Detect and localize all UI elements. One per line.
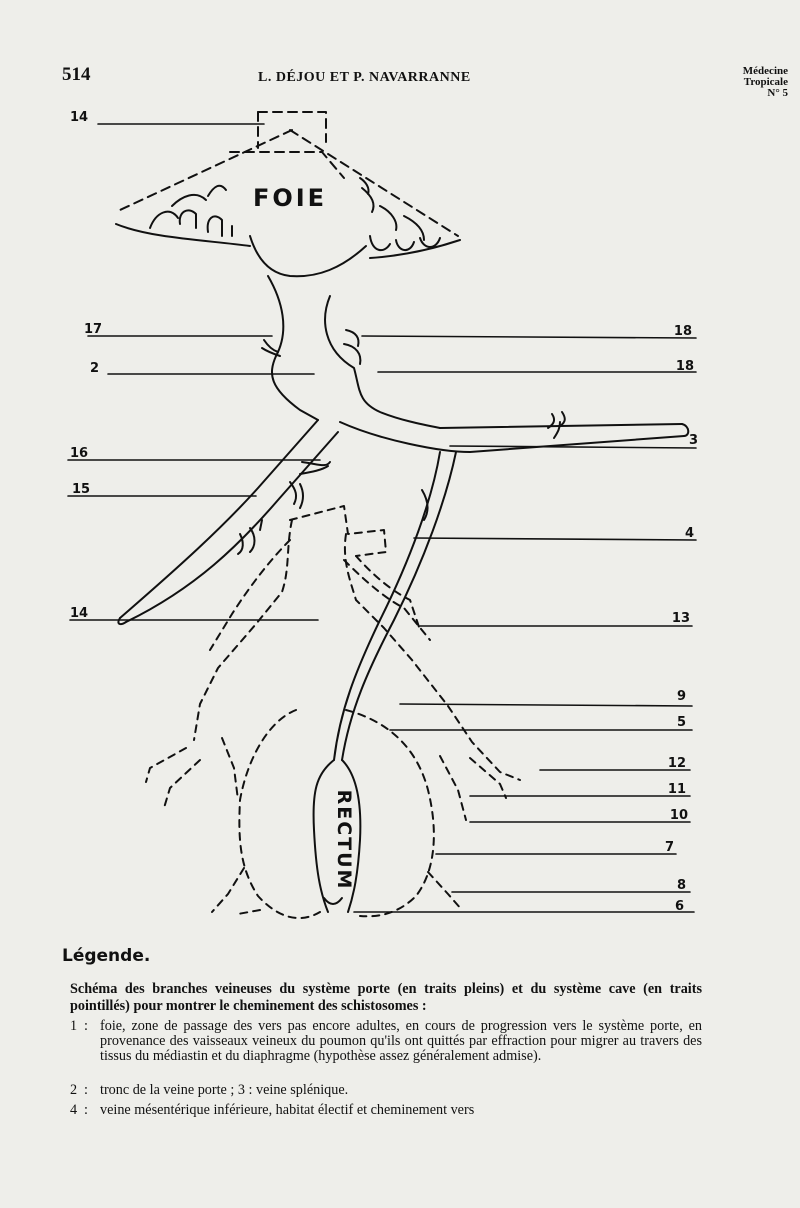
legend-item-separator: : bbox=[84, 1102, 88, 1118]
leader-lines bbox=[68, 124, 696, 912]
label-11: 11 bbox=[667, 782, 686, 797]
label-14-top: 14 bbox=[70, 110, 89, 125]
label-8: 8 bbox=[676, 878, 686, 893]
label-6: 6 bbox=[674, 899, 684, 914]
label-15: 15 bbox=[72, 482, 91, 497]
journal-name-line2: Tropicale bbox=[743, 76, 788, 88]
legend-item-text: tronc de la veine porte ; 3 : veine splénique. bbox=[100, 1082, 349, 1098]
legend-title: Légende. bbox=[62, 946, 151, 966]
label-18-b: 18 bbox=[675, 359, 694, 374]
label-5: 5 bbox=[676, 715, 686, 730]
legend-item-separator: : bbox=[84, 1018, 88, 1034]
running-header-authors: L. DÉJOU ET P. NAVARRANNE bbox=[258, 70, 471, 85]
legend-item-text: veine mésentérique inférieure, habitat électif et cheminement vers bbox=[100, 1102, 475, 1118]
label-9: 9 bbox=[676, 689, 686, 704]
legend-item-text: foie, zone de passage des vers pas encore adultes, en cours de progression vers le système porte, en provenance des vaisseaux veineux du poumon qu'ils ont quittés par effraction pour migrer au travers des tissus du médiastin et du diaphragme (hypothèse assez généralement admise). bbox=[100, 1018, 702, 1064]
label-10: 10 bbox=[669, 808, 688, 823]
legend-item-separator: : bbox=[84, 1082, 88, 1098]
label-17: 17 bbox=[84, 322, 103, 337]
label-2: 2 bbox=[90, 361, 100, 376]
label-3: 3 bbox=[688, 433, 698, 448]
inferior-mesenteric-vein bbox=[334, 452, 456, 760]
legend-item-number: 2 bbox=[70, 1082, 78, 1098]
rectum-label: RECTUM bbox=[333, 789, 355, 891]
portal-vein-trunk bbox=[262, 276, 440, 428]
left-mesenteric-branch bbox=[118, 420, 338, 624]
legend-item-number: 4 bbox=[70, 1102, 78, 1118]
journal-issue: N° 5 bbox=[767, 87, 788, 99]
label-18-a: 18 bbox=[673, 324, 692, 339]
label-7: 7 bbox=[664, 840, 674, 855]
journal-name-line1: Médecine bbox=[742, 65, 788, 77]
label-13: 13 bbox=[671, 611, 690, 626]
liver-label: FOIE bbox=[252, 184, 328, 212]
legend-item-number: 1 bbox=[70, 1018, 78, 1034]
label-14-bottom: 14 bbox=[70, 606, 89, 621]
label-4: 4 bbox=[684, 526, 694, 541]
page-number: 514 bbox=[62, 64, 91, 85]
legend-caption: Schéma des branches veineuses du système porte (en traits pleins) et du système cave (en traits pointillés) pour montrer le cheminement des schistosomes : bbox=[70, 981, 702, 1014]
caval-system-dashed bbox=[146, 506, 520, 918]
label-16: 16 bbox=[70, 446, 89, 461]
label-12: 12 bbox=[667, 756, 686, 771]
